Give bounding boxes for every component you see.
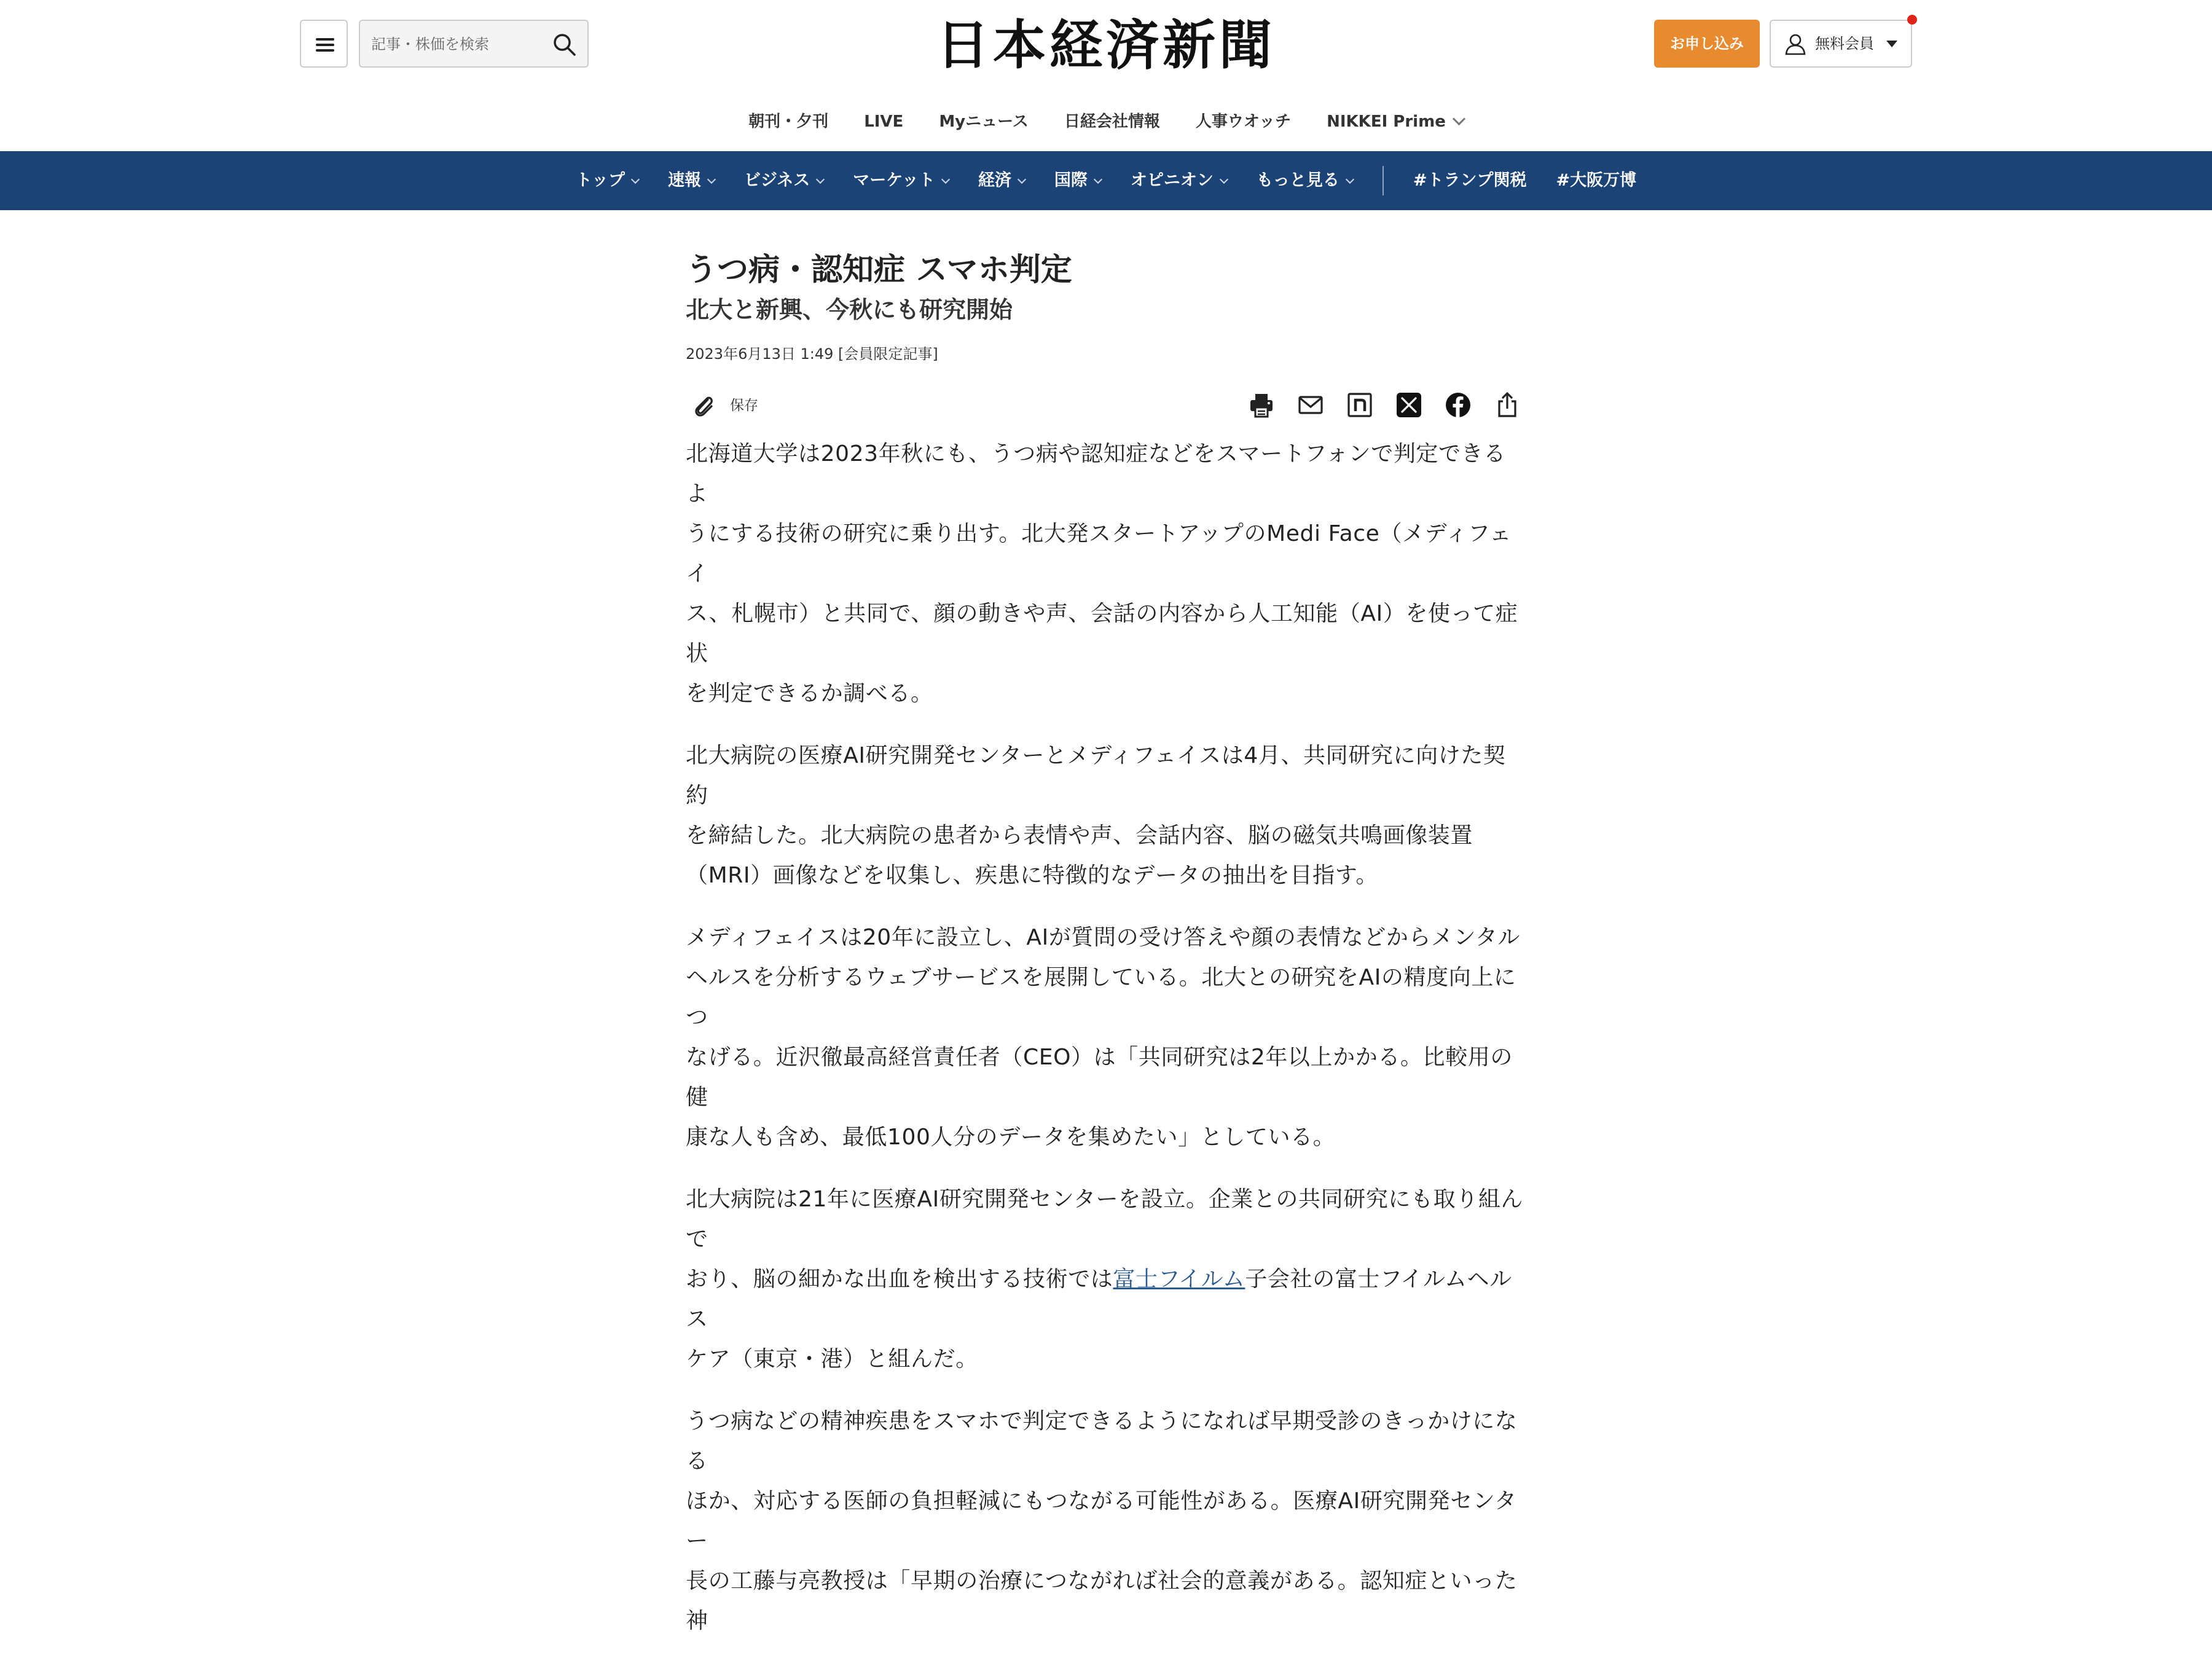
site-logo[interactable]: 日本経済新聞 xyxy=(936,14,1276,76)
facebook-icon[interactable] xyxy=(1444,391,1472,419)
site-header xyxy=(0,0,2212,91)
paragraph-line: 長の工藤与亮教授は「早期の治療につながれば社会的意義がある。認知症といった神 xyxy=(686,1568,1518,1634)
nav-tag-tariffs[interactable]: #トランプ関税 xyxy=(1413,171,1527,190)
paperclip-icon xyxy=(691,392,718,419)
paragraph-line: （MRI）画像などを収集し、疾患に特徴的なデータの抽出を目指す。 xyxy=(686,863,1379,888)
nav-item-market[interactable] xyxy=(853,151,949,210)
paragraph-line: を判定できるか調べる。 xyxy=(686,681,933,706)
paragraph-line: を締結した。北大病院の患者から表情や声、会話内容、脳の磁気共鳴画像装置 xyxy=(686,823,1473,848)
chevron-down-icon xyxy=(631,175,640,184)
nav-item-top[interactable] xyxy=(576,151,638,210)
member-label: 無料会員 xyxy=(1815,35,1874,52)
subnav-item-nikkei-prime[interactable] xyxy=(1327,104,1464,139)
member-menu-button[interactable] xyxy=(1770,20,1912,68)
chevron-down-icon xyxy=(1220,175,1228,184)
paragraph-line: 康な人も含め、最低100人分のデータを集めたい」としている。 xyxy=(686,1125,1336,1150)
nav-divider xyxy=(1382,166,1384,195)
save-label: 保存 xyxy=(730,398,758,414)
subnav-item-mynews[interactable]: Myニュース xyxy=(939,112,1029,131)
company-link[interactable]: 富士フイルム xyxy=(1113,1267,1245,1292)
note-icon[interactable] xyxy=(1346,391,1374,419)
nav-item-economy[interactable] xyxy=(978,151,1025,210)
paragraph-line: ス、札幌市）と共同で、顔の動きや声、会話の内容から人工知能（AI）を使って症状 xyxy=(686,601,1518,666)
nav-item-more[interactable] xyxy=(1257,151,1353,210)
nav-item-business[interactable] xyxy=(744,151,823,210)
hamburger-icon xyxy=(316,44,334,46)
paragraph-line: うつ病などの精神疾患をスマホで判定できるようになれば早期受診のきっかけになる xyxy=(686,1409,1518,1474)
nav-item-label: 国際 xyxy=(1054,171,1088,190)
notification-dot xyxy=(1907,15,1917,25)
article-paragraph xyxy=(686,1401,1528,1641)
paragraph-line: ほか、対応する医師の負担軽減にもつながる可能性がある。医療AI研究開発センター xyxy=(686,1488,1517,1554)
chevron-down-icon xyxy=(1453,112,1465,125)
x-icon[interactable] xyxy=(1395,391,1423,419)
user-icon xyxy=(1784,33,1806,55)
paragraph-line: ケア（東京・港）と組んだ。 xyxy=(686,1347,978,1372)
nav-item-breaking[interactable] xyxy=(668,151,715,210)
nav-item-label: 経済 xyxy=(978,171,1011,190)
article-paragraph xyxy=(686,736,1528,895)
article-dateline: 2023年6月13日 1:49 [会員限定記事] xyxy=(686,345,938,363)
nav-item-label: オピニオン xyxy=(1130,171,1214,190)
hamburger-icon xyxy=(316,38,334,41)
subnav-item-live[interactable]: LIVE xyxy=(864,112,904,131)
search-icon[interactable] xyxy=(552,32,576,57)
subscribe-button[interactable]: お申し込み xyxy=(1654,20,1760,68)
article-paragraph xyxy=(686,918,1528,1157)
paragraph-line: なげる。近沢徹最高経営責任者（CEO）は「共同研究は2年以上かかる。比較用の健 xyxy=(686,1045,1513,1110)
article-subheadline: 北大と新興、今秋にも研究開始 xyxy=(686,296,1013,323)
paragraph-line: 北海道大学は2023年秋にも、うつ病や認知症などをスマートフォンで判定できるよ xyxy=(686,441,1506,506)
article xyxy=(686,248,1528,1663)
paragraph-line: 北大病院の医療AI研究開発センターとメディフェイスは4月、共同研究に向けた契約 xyxy=(686,743,1506,808)
article-paragraph xyxy=(686,434,1528,714)
article-headline: うつ病・認知症 スマホ判定 xyxy=(686,252,1072,288)
article-toolbar xyxy=(686,383,1528,427)
nav-item-label: ビジネス xyxy=(744,171,810,190)
nav-item-international[interactable] xyxy=(1054,151,1101,210)
chevron-down-icon xyxy=(1886,41,1897,47)
menu-button[interactable] xyxy=(300,20,348,68)
chevron-down-icon xyxy=(1346,175,1354,184)
search-box xyxy=(359,20,589,68)
print-icon[interactable] xyxy=(1247,391,1276,419)
chevron-down-icon xyxy=(1094,175,1102,184)
subnav-item-nikkei-prime-label: NIKKEI Prime xyxy=(1327,112,1446,131)
paragraph-line: メディフェイスは20年に設立し、AIが質問の受け答えや顔の表情などからメンタル xyxy=(686,925,1520,950)
paragraph-text: 子会社の富士フイルムヘルス xyxy=(686,1267,1512,1332)
paragraph-line: 北大病院は21年に医療AI研究開発センターを設立。企業との共同研究にも取り組んで xyxy=(686,1187,1524,1252)
nav-item-label: もっと見る xyxy=(1256,171,1339,190)
nav-item-label: トップ xyxy=(575,171,626,190)
chevron-down-icon xyxy=(941,175,950,184)
secondary-nav xyxy=(0,104,2212,139)
nav-item-label: 速報 xyxy=(668,171,702,190)
nav-tag-expo[interactable]: #大阪万博 xyxy=(1556,171,1637,190)
share-icon[interactable] xyxy=(1493,391,1521,419)
main-nav xyxy=(0,151,2212,210)
chevron-down-icon xyxy=(1018,175,1026,184)
chevron-down-icon xyxy=(816,175,825,184)
nav-item-label: マーケット xyxy=(853,171,935,190)
paragraph-text: おり、脳の細かな出血を検出する技術では xyxy=(686,1267,1113,1292)
paragraph-line: うにする技術の研究に乗り出す。北大発スタートアップのMedi Face（メディフェイ xyxy=(686,521,1512,586)
article-body xyxy=(686,434,1528,1641)
subnav-item-company-info[interactable]: 日経会社情報 xyxy=(1064,112,1160,131)
subnav-item-edition[interactable]: 朝刊・夕刊 xyxy=(748,112,829,131)
nav-item-opinion[interactable] xyxy=(1131,151,1227,210)
article-paragraph xyxy=(686,1179,1528,1379)
mail-icon[interactable] xyxy=(1296,391,1325,419)
paragraph-line: ヘルスを分析するウェブサービスを展開している。北大との研究をAIの精度向上につ xyxy=(686,965,1516,1030)
subnav-item-personnel[interactable]: 人事ウオッチ xyxy=(1195,112,1292,131)
search-input[interactable] xyxy=(370,29,532,59)
chevron-down-icon xyxy=(707,175,716,184)
hamburger-icon xyxy=(316,49,334,52)
